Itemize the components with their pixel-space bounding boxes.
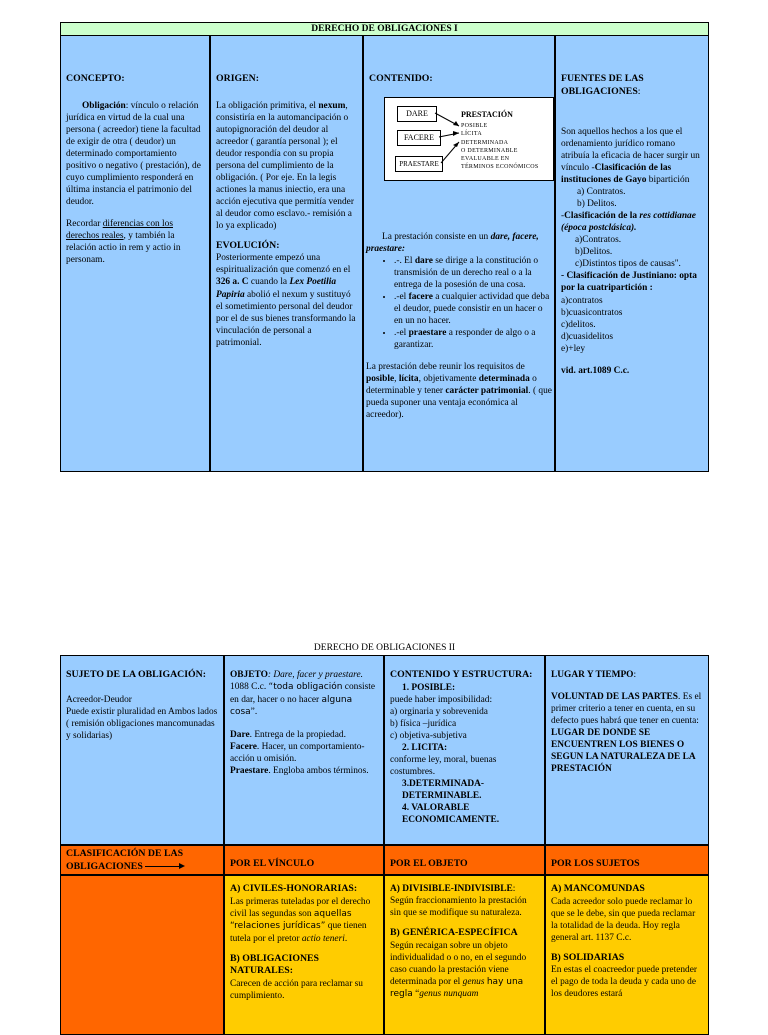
objeto-header: POR EL OBJETO (390, 858, 468, 869)
lugar-cell (545, 655, 709, 845)
valorable-heading: 4. VALORABLE ECONOMICAMENTE. (402, 802, 500, 825)
gayo-1: a) Contratos. (577, 187, 626, 198)
just-2: b)cuasicontratos (561, 307, 623, 318)
diferencias-link[interactable]: diferencias con los derechos reales (66, 218, 173, 241)
solidarias-text: En estas el coacreedor puede pretender el pago de toda la deuda y cada uno de los deudores estará (551, 965, 698, 1000)
evolucion-heading: EVOLUCIÓN: (216, 239, 280, 251)
clasificacion-heading: CLASIFICACIÓN DE LAS OBLIGACIONES (66, 848, 218, 873)
just-4: d)cuasidelitos (561, 331, 614, 342)
mancomundas-heading: A) MANCOMUNDAS (551, 883, 645, 894)
prestacion-diagram (384, 97, 554, 181)
sujeto-p2: Puede existir pluralidad en Ambos lados ( remisión obligaciones mancomunadas y solidarias) (66, 706, 218, 741)
determinada-heading: 3.DETERMINADA-DETERMINABLE. (402, 778, 485, 801)
fuentes-cell (555, 35, 709, 472)
concepto-paragraph: Obligación: vínculo o relación jurídica en virtud de la cual una persona ( acreedor) tiene la facultad de exigir de otra ( deudor) un determinado comportamiento positivo o negativo ( prestación), de cuyo cumplimiento responderá en última instancia el patrimonio del deudor. (66, 100, 201, 207)
divisible-heading: A) DIVISIBLE-INDIVISIBLE: (390, 884, 516, 894)
prestacion-requisitos: POSIBLE LÍCITA DETERMINADA O DETERMINABLE EVALUABLE EN TÉRMINOS ECONÓMICOS (461, 123, 539, 171)
bullet-praestare: • .-el praestare a responder de algo o a garantizar. (394, 327, 552, 351)
sujeto-cell (60, 655, 224, 845)
fuentes-heading: FUENTES DE LAS OBLIGACIONES: (561, 73, 644, 97)
dare-box: DARE (397, 106, 437, 122)
objeto-cell (224, 655, 384, 845)
prestacion-label: PRESTACIÓN (461, 110, 513, 119)
prestacion-intro: La prestación consiste en un dare, facere, praestare: (366, 232, 539, 255)
table1-title: DERECHO DE OBLIGACIONES I (60, 22, 709, 36)
praestare-box: PRAESTARE (395, 156, 443, 172)
sujetos-cell (545, 875, 709, 1035)
concepto-cell (60, 35, 210, 472)
gayo-2: b) Delitos. (577, 199, 617, 210)
just-5: e)+ley (561, 343, 586, 354)
vinculo-cell (224, 875, 384, 1035)
just-1: a)contratos (561, 295, 603, 306)
contenido2-cell (384, 655, 545, 845)
contenido-heading: CONTENIDO: (369, 73, 433, 84)
contenido-text (366, 231, 552, 421)
posible-c: c) objetiva-subjetiva (390, 730, 467, 741)
lugar-bienes: LUGAR DE DONDE SE ENCUENTREN LOS BIENES O SEGUN LA NATURALEZA DE LA PRESTACIÓN (551, 728, 696, 775)
requisitos-paragraph: La prestación debe reunir los requisitos de posible, lícita, objetivamente determinada o determinable y tener carácter patrimonial. ( que pueda suponer una ventaja económica al acreedor). (366, 362, 552, 421)
objeto2-cell (384, 875, 545, 1035)
concepto-note: Recordar diferencias con los derechos reales, y también la relación actio in rem y actio in personam. (66, 218, 181, 265)
contenido2-heading: CONTENIDO Y ESTRUCTURA: (390, 669, 533, 680)
lugar-heading: LUGAR Y TIEMPO: (551, 670, 637, 680)
origen-cell (210, 35, 363, 472)
vinculo-header-cell (224, 845, 384, 875)
origen-heading: ORIGEN: (216, 73, 260, 84)
objeto-facere: Facere. Hacer, un comportamiento- acción u omisión. (230, 741, 365, 764)
bullet-facere: • .-el facere a cualquier actividad que deba el deudor, puede consistir en un hacer o en un no hacer. (394, 291, 552, 327)
concepto-heading: CONCEPTO: (66, 73, 125, 84)
posible-b: b) física –jurídica (390, 718, 457, 729)
naturales-text: Carecen de acción para reclamar su cumplimiento. (230, 978, 363, 1001)
generica-heading: B) GENÉRICA-ESPECÍFICA (390, 927, 518, 939)
clasificacion-cell (60, 845, 224, 875)
posible-a: a) orginaria y sobrevenida (390, 706, 488, 717)
posible-text: puede haber imposibilidad: (390, 694, 493, 705)
res-cottidianae: -Clasificación de la res cottidianae (época postclásica). (561, 211, 696, 234)
clasificacion-empty-cell (60, 875, 224, 1035)
res-2: b)Delitos. (575, 247, 613, 258)
evolucion-paragraph: Posteriormente empezó una espiritualización que comenzó en el 326 a. C cuando la Lex Poetilia Papiria abolió el nexum y sustituyó el sometimiento personal del deudor por el de sus bienes transformando la vinculación de personal a patrimonial. (216, 253, 356, 348)
sujetos-header: POR LOS SUJETOS (551, 858, 640, 869)
licita-text: conforme ley, moral, buenas costumbres. (390, 754, 497, 777)
bullet-dare: • .-. El dare se dirige a la constitución o transmisión de un derecho real o a la entrega de la posesión de una cosa. (394, 255, 552, 291)
objeto-praestare: Praestare. Engloba ambos términos. (230, 765, 369, 776)
origen-paragraph: La obligación primitiva, el nexum, consistiría en la automancipación o autopignoración del deudor al acreedor ( garantía personal ); el deudor respondía con su propia persona del cumplimiento de la obligación. ( Por eje. En la legis actiones la manus iniectio, era una acción ejecutiva que permitía vender al deudor como esclavo.- remisión a lo ya explicado) (216, 100, 354, 231)
fuentes-paragraph: Son aquellos hechos a los que el ordenamiento jurídico romano atribuía la eficacia de hacer surgir un vínculo -Clasificación de las instituciones de Gayo bipartición (561, 127, 700, 186)
licita-heading: 2. LICITA: (402, 742, 448, 753)
civiles-heading: A) CIVILES-HONORARIAS: (230, 883, 358, 894)
civiles-text: Las primeras tuteladas por el derecho civil las segundas son aquellas “relaciones jurídicas” que tienen tutela por el pretor actio teneri. (230, 896, 371, 944)
vid-art: vid. art.1089 C.c. (561, 365, 630, 376)
generica-text: Según recaigan sobre un objeto individualidad o o no, en el segundo caso cuando la prestación viene determinada por el genus hay una regla “genus nunquam (390, 940, 527, 1000)
naturales-heading: B) OBLIGACIONES NATURALES: (230, 952, 320, 977)
vinculo-header: POR EL VÍNCULO (230, 858, 315, 869)
just-3: c)delitos. (561, 319, 596, 330)
objeto-dare: Dare. Entrega de la propiedad. (230, 729, 346, 740)
res-1: a)Contratos. (575, 235, 622, 246)
solidarias-heading: B) SOLIDARIAS (551, 951, 625, 963)
arrow-right-icon (145, 866, 183, 867)
res-3: c)Distintos tipos de causas". (575, 259, 681, 270)
sujetos-header-cell (545, 845, 709, 875)
objeto-art: 1088 C.c. “toda obligación consiste en dar, hacer o no hacer alguna cosa”. (230, 682, 376, 718)
posible-heading: 1. POSIBLE: (402, 682, 456, 693)
objeto-header-cell (384, 845, 545, 875)
voluntad-paragraph: VOLUNTAD DE LAS PARTES. Es el primer criterio a tener en cuenta, en su defecto pues habrá que tener en cuenta: (551, 692, 702, 727)
facere-box: FACERE (397, 130, 441, 146)
table2-title: DERECHO DE OBLIGACIONES II (313, 643, 456, 653)
mancomundas-text: Cada acreedor solo puede reclamar lo que se le debe, sin que pueda reclamar la totalidad de la deuda. Hoy regla general art. 1137 C.c. (551, 896, 696, 943)
justiniano: - Clasificación de Justiniano: opta por la cuatripartición : (561, 271, 697, 294)
sujeto-p1: Acreedor-Deudor (66, 694, 132, 705)
objeto-heading: OBJETO: Dare, facer y praestare. (230, 670, 363, 680)
divisible-text: Según fraccionamiento la prestación sin que se modifique su naturaleza. (390, 896, 527, 919)
sujeto-heading: SUJETO DE LA OBLIGACIÓN: (66, 669, 207, 680)
